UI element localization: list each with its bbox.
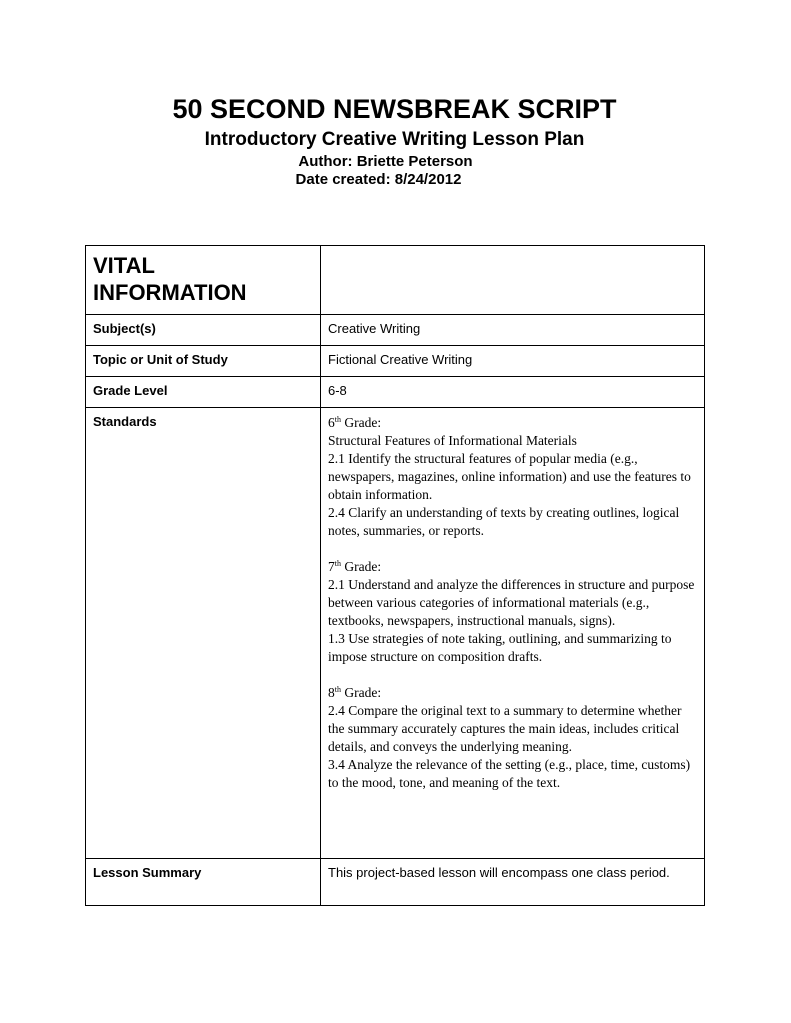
grade-8-block bbox=[328, 684, 697, 792]
lesson-summary-label: Lesson Summary bbox=[86, 859, 321, 906]
vital-information-heading: VITAL INFORMATION bbox=[86, 246, 321, 315]
empty-cell bbox=[321, 246, 705, 315]
row-value: Creative Writing bbox=[321, 315, 705, 346]
date-created-line: Date created: 8/24/2012 bbox=[295, 171, 462, 188]
lesson-summary-value: This project-based lesson will encompass one class period. bbox=[321, 859, 705, 906]
vital-information-table bbox=[85, 245, 705, 906]
table-row bbox=[86, 346, 705, 377]
standards-label: Standards bbox=[86, 408, 321, 859]
standard-text: 2.1 Understand and analyze the differences in structure and purpose between various categories of informational materials (e.g., textbooks, newspapers, instructional manuals, signs). bbox=[328, 577, 695, 628]
row-label: Subject(s) bbox=[86, 315, 321, 346]
table-heading-row bbox=[86, 246, 705, 315]
standard-text: 2.1 Identify the structural features of popular media (e.g., newspapers, magazines, online information) and use the features to obtain information. bbox=[328, 451, 691, 502]
standard-text: 3.4 Analyze the relevance of the setting (e.g., place, time, customs) to the mood, tone, and meaning of the text. bbox=[328, 757, 691, 790]
standards-row bbox=[86, 408, 705, 859]
standard-text: 1.3 Use strategies of note taking, outlining, and summarizing to impose structure on composition drafts. bbox=[328, 631, 672, 664]
document-header bbox=[0, 92, 791, 189]
grade-6-block bbox=[328, 414, 697, 540]
row-value: 6-8 bbox=[321, 377, 705, 408]
lesson-summary-row bbox=[86, 859, 705, 906]
grade-heading: 6th Grade: bbox=[328, 415, 382, 430]
standard-text: 2.4 Clarify an understanding of texts by creating outlines, logical notes, summaries, or reports. bbox=[328, 505, 680, 538]
author-line: Author: Briette Peterson bbox=[298, 153, 473, 170]
row-value: Fictional Creative Writing bbox=[321, 346, 705, 377]
standards-content bbox=[321, 408, 705, 859]
grade-heading: 8th Grade: bbox=[328, 685, 382, 700]
grade-heading: 7th Grade: bbox=[328, 559, 382, 574]
row-label: Topic or Unit of Study bbox=[86, 346, 321, 377]
standard-text: Structural Features of Informational Materials bbox=[328, 433, 577, 448]
standard-text: 2.4 Compare the original text to a summary to determine whether the summary accurately captures the main ideas, includes critical details, and conveys the underlying meaning. bbox=[328, 703, 682, 754]
document-subtitle: Introductory Creative Writing Lesson Plan bbox=[204, 129, 585, 150]
table-row bbox=[86, 377, 705, 408]
grade-7-block bbox=[328, 558, 697, 666]
document-title: 50 SECOND NEWSBREAK SCRIPT bbox=[172, 94, 617, 124]
table-row bbox=[86, 315, 705, 346]
row-label: Grade Level bbox=[86, 377, 321, 408]
